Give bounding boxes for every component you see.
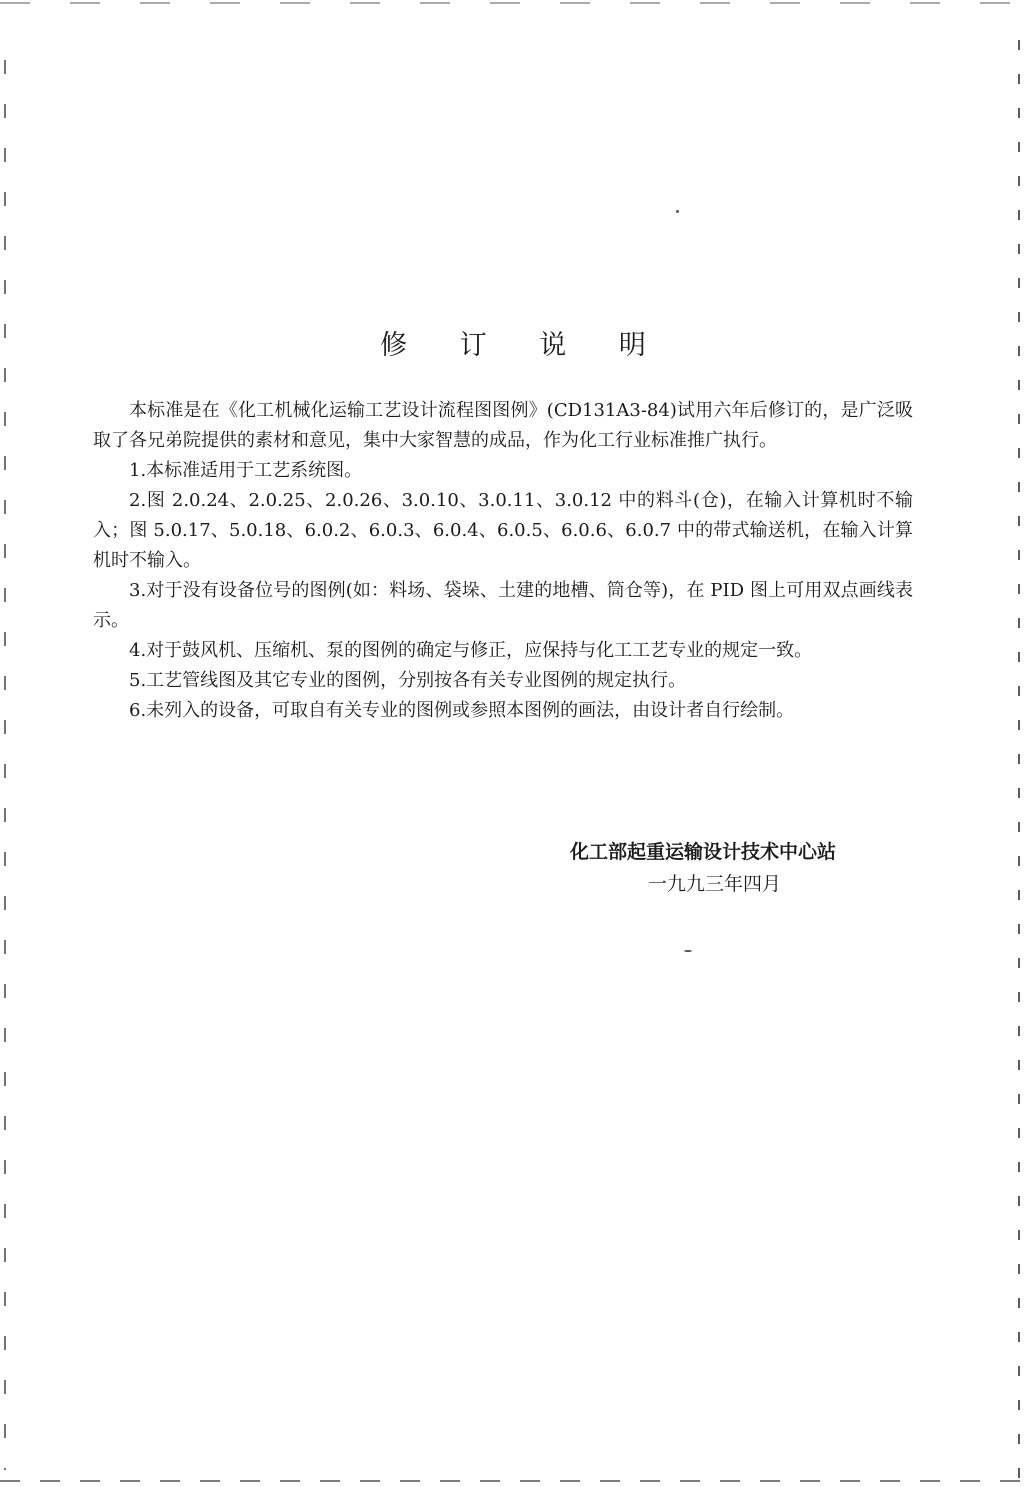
clause-5: 5.工艺管线图及其它专业的图例，分别按各有关专业图例的规定执行。 bbox=[129, 670, 687, 691]
scan-edge-bottom bbox=[0, 1480, 1024, 1482]
clause-4: 4.对于鼓风机、压缩机、泵的图例的确定与修正，应保持与化工工艺专业的规定一致。 bbox=[129, 640, 813, 661]
scan-speck bbox=[676, 210, 679, 213]
document-body bbox=[93, 396, 913, 726]
clause-1: 1.本标准适用于工艺系统图。 bbox=[129, 460, 363, 481]
scan-edge-right bbox=[1018, 40, 1020, 1480]
signature-organization: 化工部起重运输设计技术中心站 bbox=[570, 841, 837, 863]
intro-paragraph: 本标准是在《化工机械化运输工艺设计流程图图例》(CD131A3-84)试用六年后修订的，是广泛吸取了各兄弟院提供的素材和意见，集中大家智慧的成品，作为化工行业标准推广执行。 bbox=[93, 400, 913, 451]
scan-edge-left bbox=[4, 60, 6, 1470]
scan-edge-top bbox=[0, 2, 1024, 4]
clause-3: 3.对于没有设备位号的图例(如：料场、袋垛、土建的地槽、筒仓等)，在 PID 图上可用双点画线表示。 bbox=[93, 580, 913, 631]
clause-2: 2.图 2.0.24、2.0.25、2.0.26、3.0.10、3.0.11、3.0.12 中的料斗(仓)，在输入计算机时不输入；图 5.0.17、5.0.18、6.0.2、6.0.3、6.0.4、6.0.5、6.0.6、6.0.7 中的带式输送机，在输入计算机时不输入。 bbox=[93, 490, 913, 571]
page-title: 修 订 说 明 bbox=[380, 330, 668, 361]
signature-block bbox=[570, 836, 870, 900]
clause-6: 6.未列入的设备，可取自有关专业的图例或参照本图例的画法，由设计者自行绘制。 bbox=[129, 700, 795, 721]
scan-speck bbox=[684, 950, 692, 952]
signature-date: 一九九三年四月 bbox=[648, 873, 782, 895]
